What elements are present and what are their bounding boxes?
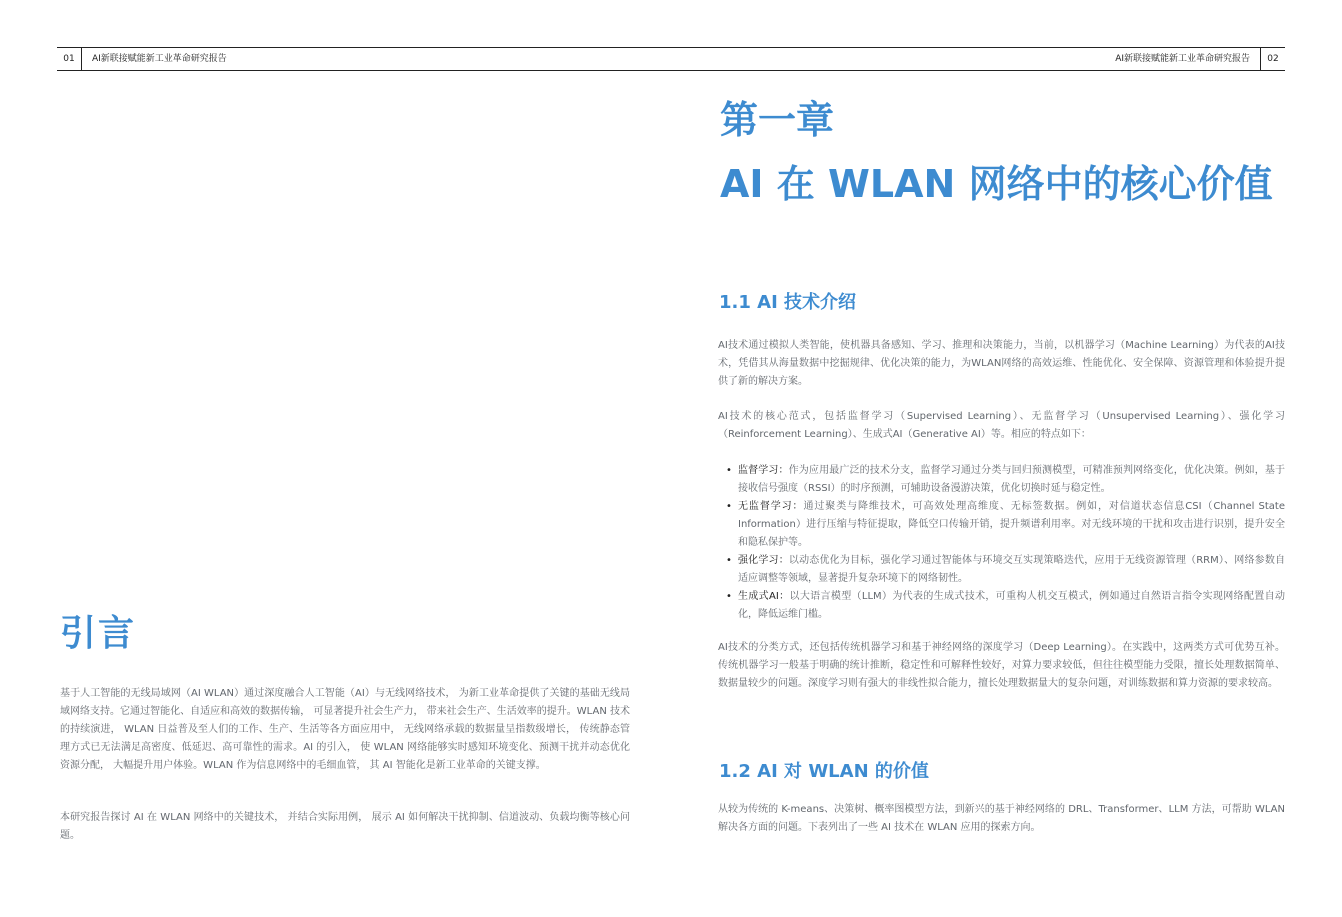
list-item-term: 监督学习： bbox=[738, 465, 789, 476]
bullet-icon: • bbox=[726, 501, 732, 512]
right-header-title: AI新联接赋能新工业革命研究报告 bbox=[1115, 54, 1250, 64]
list-item bbox=[725, 588, 1285, 624]
left-header-title: AI新联接赋能新工业革命研究报告 bbox=[92, 54, 227, 64]
list-item bbox=[725, 498, 1285, 552]
left-page-number: 01 bbox=[57, 48, 82, 70]
intro-paragraph-2: 本研究报告探讨 AI 在 WLAN 网络中的关键技术， 并结合实际用例， 展示 AI 如何解决干扰抑制、信道波动、负载均衡等核心问题。 bbox=[60, 812, 630, 841]
list-item-term: 无监督学习： bbox=[738, 501, 804, 512]
intro-paragraph-1: 基于人工智能的无线局域网（AI WLAN）通过深度融合人工智能（AI）与无线网络技术， 为新工业革命提供了关键的基础无线局域网络支持。它通过智能化、自适应和高效的数据传输， 可显著提升社会生产力， 带来社会生产、生活效率的提升。WLAN 技术的持续演进， WLAN 日益普及至人们的工作、生产、生活等各方面应用中， 无线网络承载的数据量呈指数级增长， 传统静态管理方式已无法满足高密度、低延迟、高可靠性的需求。AI 的引入， 使 WLAN 网络能够实时感知环境变化、预测干扰并动态优化资源分配， 大幅提升用户体验。WLAN 作为信息网络中的毛细血管， 其 AI 智能化是新工业革命的关键支撑。 bbox=[60, 688, 630, 771]
section-1-2-paragraph-1: 从较为传统的 K-means、决策树、概率图模型方法，到新兴的基于神经网络的 DRL、Transformer、LLM 方法，可帮助 WLAN 解决各方面的问题。下表列出了一些 AI 技术在 WLAN 应用的探索方向。 bbox=[718, 804, 1285, 833]
section-1-1-paragraph-3: AI技术的分类方式，还包括传统机器学习和基于神经网络的深度学习（Deep Learning）。在实践中，这两类方式可优势互补。传统机器学习一般基于明确的统计推断，稳定性和可解释性较好，对算力要求较低，但往往模型能力受限，擅长处理数据简单、数据量较少的问题。深度学习则有强大的非线性拟合能力，擅长处理数据量大的复杂问题，对训练数据和算力资源的要求较高。 bbox=[718, 642, 1285, 689]
bullet-icon: • bbox=[726, 591, 732, 602]
page-header bbox=[57, 47, 1285, 71]
ai-paradigm-list bbox=[725, 462, 1285, 624]
list-item-term: 强化学习： bbox=[738, 555, 789, 566]
list-item-term: 生成式AI： bbox=[738, 591, 790, 602]
chapter-label: 第一章 bbox=[720, 98, 835, 142]
section-1-1-paragraph-1: AI技术通过模拟人类智能，使机器具备感知、学习、推理和决策能力，当前，以机器学习（Machine Learning）为代表的AI技术，凭借其从海量数据中挖掘规律、优化决策的能力，为WLAN网络的高效运维、性能优化、安全保障、资源管理和体验提升提供了新的解决方案。 bbox=[718, 340, 1285, 387]
chapter-title: AI 在 WLAN 网络中的核心价值 bbox=[720, 162, 1273, 206]
list-item-text: 通过聚类与降维技术，可高效处理高维度、无标签数据。例如，对信道状态信息CSI（Channel State Information）进行压缩与特征提取，降低空口传输开销，提升频谱利用率。对无线环境的干扰和攻击进行识别，提升安全和隐私保护等。 bbox=[738, 501, 1286, 548]
list-item bbox=[725, 462, 1285, 498]
section-1-1-paragraph-2: AI技术的核心范式，包括监督学习（Supervised Learning）、无监督学习（Unsupervised Learning）、强化学习（Reinforcement Learning）、生成式AI（Generative AI）等。相应的特点如下： bbox=[718, 411, 1285, 440]
list-item-text: 以动态优化为目标，强化学习通过智能体与环境交互实现策略迭代，应用于无线资源管理（RRM）、网络参数自适应调整等领域，显著提升复杂环境下的网络韧性。 bbox=[738, 555, 1286, 584]
intro-title: 引言 bbox=[60, 613, 137, 654]
list-item-text: 作为应用最广泛的技术分支，监督学习通过分类与回归预测模型，可精准预判网络变化，优化决策。例如，基于接收信号强度（RSSI）的时序预测，可辅助设备漫游决策，优化切换时延与稳定性。 bbox=[738, 465, 1286, 494]
section-title-1-2: 1.2 AI 对 WLAN 的价值 bbox=[719, 761, 929, 782]
bullet-icon: • bbox=[726, 555, 732, 566]
list-item bbox=[725, 552, 1285, 588]
list-item-text: 以大语言模型（LLM）为代表的生成式技术，可重构人机交互模式，例如通过自然语言指令实现网络配置自动化，降低运维门槛。 bbox=[738, 591, 1285, 620]
section-title-1-1: 1.1 AI 技术介绍 bbox=[719, 292, 857, 313]
right-page-number: 02 bbox=[1260, 48, 1285, 70]
bullet-icon: • bbox=[726, 465, 732, 476]
